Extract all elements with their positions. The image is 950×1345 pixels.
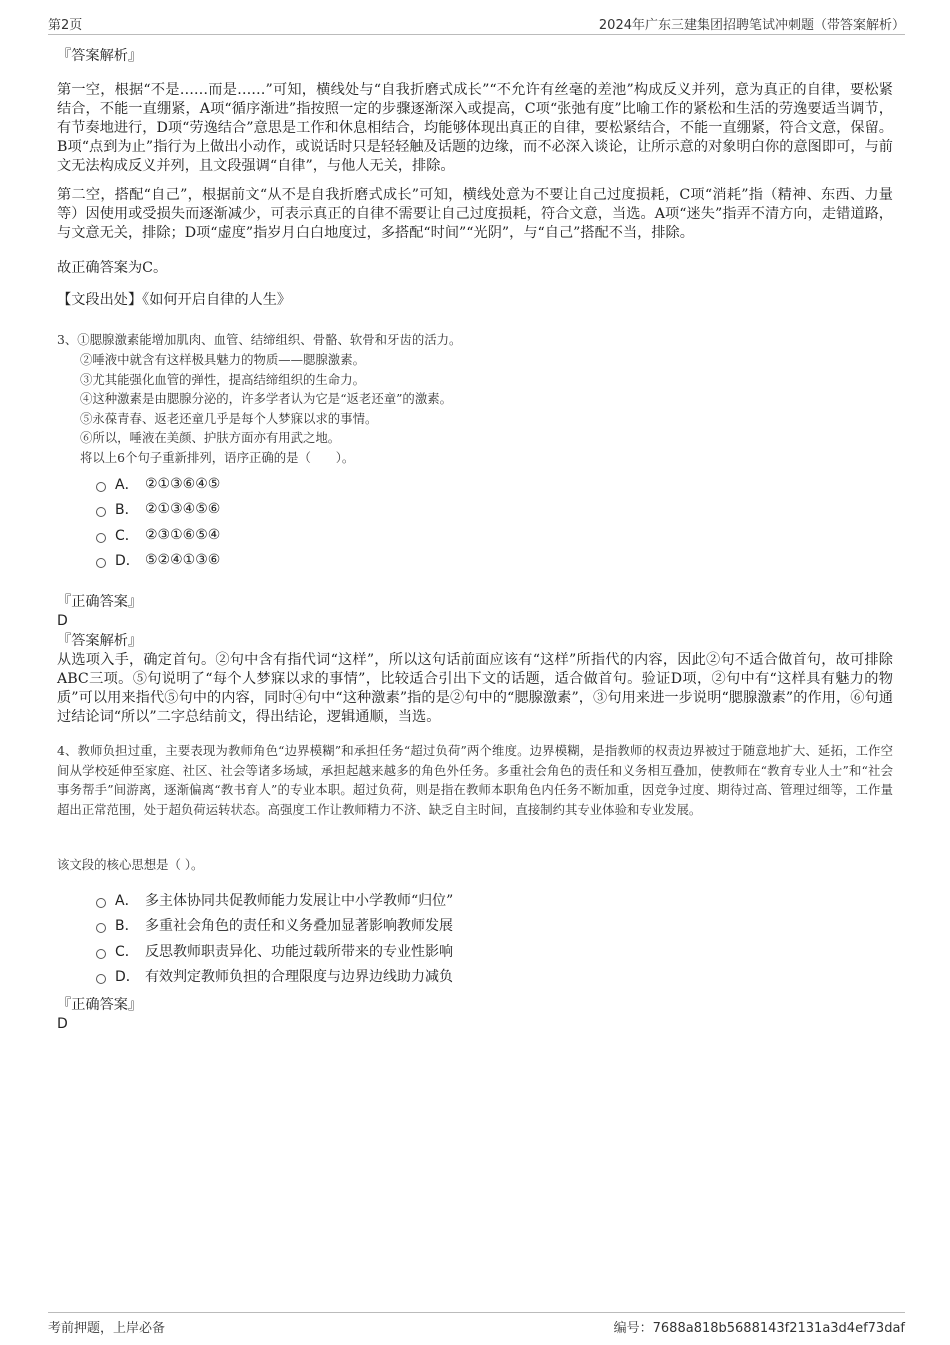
text-source: 【文段出处】《如何开启自律的人生》 bbox=[57, 292, 292, 308]
q3-analysis-title: 『答案解析』 bbox=[57, 633, 143, 649]
radio-button[interactable] bbox=[96, 898, 106, 908]
q3-answer-title: 『正确答案』 bbox=[57, 594, 143, 610]
page-footer bbox=[48, 1312, 905, 1337]
document-title: 2024年广东三建集团招聘笔试冲刺题（带答案解析） bbox=[598, 18, 905, 33]
q3-sentence: ⑥所以，唾液在美颜、护肤方面亦有用武之地。 bbox=[80, 430, 341, 445]
analysis-para-1-text: 第一空，根据“不是……而是……”可知，横线处与“自我折磨式成长”“不允许有丝毫的差池”构成反义并列，意为真正的自律，要松紧结合，不能一直绷紧，A项“循序渐进”指按照一定的步骤逐渐深入或提高，C项“张弛有度”比喻工作的紧松和生活的劳逸要适当调节，有节奏地进行，D项“劳逸结合”意思是工作和休息相结合，均能够体现出真正的自律，要松紧结合，不能一直绷紧，符合文意，保留。B项“点到为止”指行为上做出小动作，或说话时只是轻轻触及话题的边缘，而不必深入谈论，让所示意的对象明白你的意图即可，与前文无法构成反义并列，且文段强调“自律”，与他人无关，排除。 bbox=[57, 82, 893, 174]
radio-button[interactable] bbox=[96, 949, 106, 959]
document-id: 编号：7688a818b5688143f2131a3d4ef73daf bbox=[613, 1321, 905, 1336]
option-text: 多重社会角色的责任和义务叠加显著影响教师发展 bbox=[145, 918, 453, 935]
q4-question: 该文段的核心思想是（ ）。 bbox=[57, 857, 204, 872]
option-letter: B． bbox=[115, 502, 139, 519]
analysis-para-2 bbox=[57, 186, 893, 243]
q3-sentence: ③尤其能强化血管的弹性，提高结缔组织的生命力。 bbox=[80, 371, 365, 387]
q3-sentences bbox=[80, 350, 860, 467]
q3-option-b[interactable] bbox=[96, 497, 796, 523]
q3-option-a[interactable] bbox=[96, 471, 796, 497]
q3-sentence: ②唾液中就含有这样极具魅力的物质——腮腺激素。 bbox=[80, 352, 365, 367]
option-letter: D． bbox=[115, 553, 140, 570]
q4-stem-text: 4、教师负担过重，主要表现为教师角色“边界模糊”和承担任务“超过负荷”两个维度。边界模糊，是指教师的权责边界被过于随意地扩大、延拓，工作空间从学校延伸至家庭、社区、社会等诸多场域，承担起越来越多的角色外任务。多重社会角色的责任和义务相互叠加，使教师在“教育专业人士”和“社会事务帮手”间游离，逐渐偏离“教书育人”的专业本职。超过负荷，则是指在教师本职角色内任务不断加重，因竞争过度、期待过高、管理过细等，工作量超出正常范围，处于超负荷运转状态。高强度工作让教师精力不济、缺乏自主时间，直接制约其专业体验和专业发展。 bbox=[57, 743, 893, 817]
radio-button[interactable] bbox=[96, 533, 106, 543]
q4-option-b[interactable] bbox=[96, 913, 796, 939]
option-letter: A． bbox=[115, 476, 139, 493]
q4-stem bbox=[57, 741, 893, 819]
q3-answer: D bbox=[57, 613, 68, 629]
q4-answer-title: 『正确答案』 bbox=[57, 997, 143, 1013]
q4-option-c[interactable] bbox=[96, 938, 796, 964]
q4-answer: D bbox=[57, 1016, 68, 1032]
q3-instruction: 将以上6个句子重新排列，语序正确的是（ ）。 bbox=[80, 449, 355, 465]
option-text: 多主体协同共促教师能力发展让中小学教师“归位” bbox=[145, 892, 454, 909]
radio-button[interactable] bbox=[96, 482, 106, 492]
q3-option-c[interactable] bbox=[96, 522, 796, 548]
radio-button[interactable] bbox=[96, 558, 106, 568]
page-header bbox=[48, 12, 905, 35]
option-text: 有效判定教师负担的合理限度与边界边线助力减负 bbox=[145, 969, 453, 986]
q3-option-d[interactable] bbox=[96, 548, 796, 574]
analysis-conclusion: 故正确答案为C。 bbox=[57, 260, 168, 276]
analysis-title: 『答案解析』 bbox=[57, 48, 143, 64]
page-number: 第2页 bbox=[48, 18, 83, 33]
footer-slogan: 考前押题，上岸必备 bbox=[48, 1321, 166, 1336]
option-text: ②①③⑥④⑤ bbox=[145, 475, 221, 492]
q3-stem: 3、①腮腺激素能增加肌肉、血管、结缔组织、骨骼、软骨和牙齿的活力。 bbox=[57, 332, 462, 347]
option-text: ⑤②④①③⑥ bbox=[145, 552, 221, 569]
q3-sentence: ④这种激素是由腮腺分泌的，许多学者认为它是“返老还童”的激素。 bbox=[80, 391, 452, 406]
option-letter: C． bbox=[115, 527, 139, 544]
option-text: 反思教师职责异化、功能过载所带来的专业性影响 bbox=[145, 943, 453, 960]
option-letter: C． bbox=[115, 943, 139, 960]
radio-button[interactable] bbox=[96, 974, 106, 984]
q3-options bbox=[96, 471, 796, 573]
radio-button[interactable] bbox=[96, 923, 106, 933]
option-letter: A． bbox=[115, 892, 139, 909]
option-letter: D． bbox=[115, 969, 140, 986]
analysis-para-1 bbox=[57, 81, 893, 176]
q3-analysis bbox=[57, 651, 893, 727]
q3-analysis-text: 从选项入手，确定首句。②句中含有指代词“这样”，所以这句话前面应该有“这样”所指代的内容，因此②句不适合做首句，故可排除ABC三项。⑤句说明了“每个人梦寐以求的事情”，比较适合引出下文的话题，适合做首句。验证D项，②句中有“这样具有魅力的物质”可以用来指代⑤句中的内容，同时④句中“这种激素”指的是②句中的“腮腺激素”，③句用来进一步说明“腮腺激素”的作用，⑥句通过结论词“所以”二字总结前文，得出结论，逻辑通顺，当选。 bbox=[57, 652, 893, 725]
q4-options bbox=[96, 887, 796, 989]
option-text: ②①③④⑤⑥ bbox=[145, 501, 221, 518]
option-text: ②③①⑥⑤④ bbox=[145, 526, 221, 543]
analysis-para-2-text: 第二空，搭配“自己”，根据前文“从不是自我折磨式成长”可知，横线处意为不要让自己过度损耗，C项“消耗”指（精神、东西、力量等）因使用或受损失而逐渐减少，可表示真正的自律不需要让自己过度损耗，符合文意，当选。A项“迷失”指弄不清方向，走错道路，与文意无关，排除；D项“虚度”指岁月白白地度过，多搭配“时间”“光阴”，与“自己”搭配不当，排除。 bbox=[57, 187, 893, 241]
option-letter: B． bbox=[115, 918, 139, 935]
q3-sentence: ⑤永葆青春、返老还童几乎是每个人梦寐以求的事情。 bbox=[80, 410, 378, 426]
q4-option-a[interactable] bbox=[96, 887, 796, 913]
radio-button[interactable] bbox=[96, 507, 106, 517]
q4-option-d[interactable] bbox=[96, 964, 796, 990]
